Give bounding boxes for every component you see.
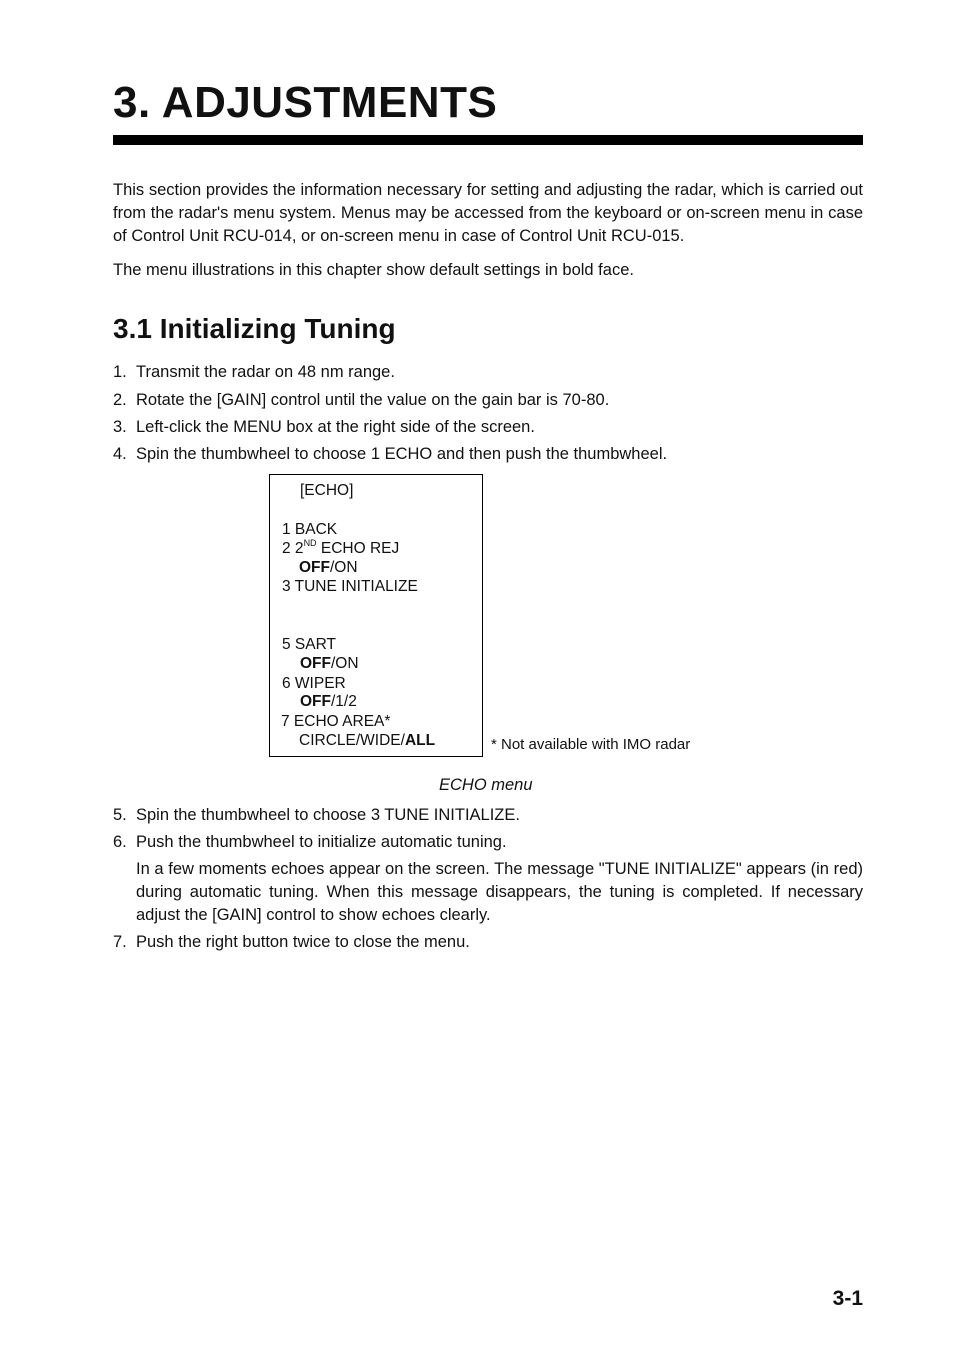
step-text: Push the thumbwheel to initialize automatic tuning.	[136, 833, 507, 851]
step-text: Spin the thumbwheel to choose 1 ECHO and then push the thumbwheel.	[136, 445, 668, 463]
chapter-title: 3. ADJUSTMENTS	[113, 78, 498, 127]
section-title: 3.1 Initializing Tuning	[113, 313, 396, 344]
echo-menu-caption: ECHO menu	[439, 776, 533, 794]
echo-menu-option-wiper: OFF/1/2	[300, 693, 357, 710]
intro-paragraph-2: The menu illustrations in this chapter show default settings in bold face.	[113, 261, 634, 279]
echo-menu-option-sart: OFF/ON	[300, 655, 359, 672]
echo-menu-item-sart: 5 SART	[282, 636, 336, 653]
echo-menu-box	[269, 474, 483, 757]
echo-menu-option-echo-area: CIRCLE/WIDE/ALL	[299, 732, 436, 749]
chapter-title-rule	[113, 135, 863, 145]
intro-paragraph-1: This section provides the information necessary for setting and adjusting the radar, which is carried out from the radar's menu system. Menus may be accessed from the keyboard or on-screen menu in case of Control Unit RCU-014, or on-screen menu in case of Control Unit RCU-015.	[113, 181, 863, 245]
echo-menu-item-back: 1 BACK	[282, 521, 338, 538]
echo-menu-item-tune-initialize: 3 TUNE INITIALIZE	[282, 578, 418, 595]
step-6-note: In a few moments echoes appear on the screen. The message "TUNE INITIALIZE" appears (in red) during automatic tuning. When this message disappears, the tuning is completed. If necessary adjust the [GAIN] control to show echoes clearly.	[136, 860, 863, 924]
echo-menu-item-2nd-echo-rej: 2 2ND ECHO REJ	[282, 538, 400, 557]
step-text: Transmit the radar on 48 nm range.	[136, 363, 395, 381]
step-text: Left-click the MENU box at the right side of the screen.	[136, 418, 535, 436]
step-text: Spin the thumbwheel to choose 3 TUNE INITIALIZE.	[136, 806, 520, 824]
echo-menu-title: [ECHO]	[300, 482, 354, 499]
echo-menu-option-2nd-echo-rej: OFF/ON	[299, 559, 358, 576]
echo-menu-item-wiper: 6 WIPER	[282, 675, 346, 692]
page-number: 3-1	[832, 1287, 863, 1310]
echo-menu-footnote: * Not available with IMO radar	[491, 736, 691, 753]
step-text: Push the right button twice to close the menu.	[136, 933, 470, 951]
step-number: 7.	[113, 933, 127, 951]
step-number: 2.	[113, 391, 127, 409]
step-number: 6.	[113, 833, 127, 851]
step-number: 4.	[113, 445, 127, 463]
step-number: 1.	[113, 363, 127, 381]
step-text: Rotate the [GAIN] control until the value on the gain bar is 70-80.	[136, 391, 610, 409]
step-number: 5.	[113, 806, 127, 824]
echo-menu-item-echo-area: 7 ECHO AREA*	[281, 713, 391, 730]
step-number: 3.	[113, 418, 127, 436]
